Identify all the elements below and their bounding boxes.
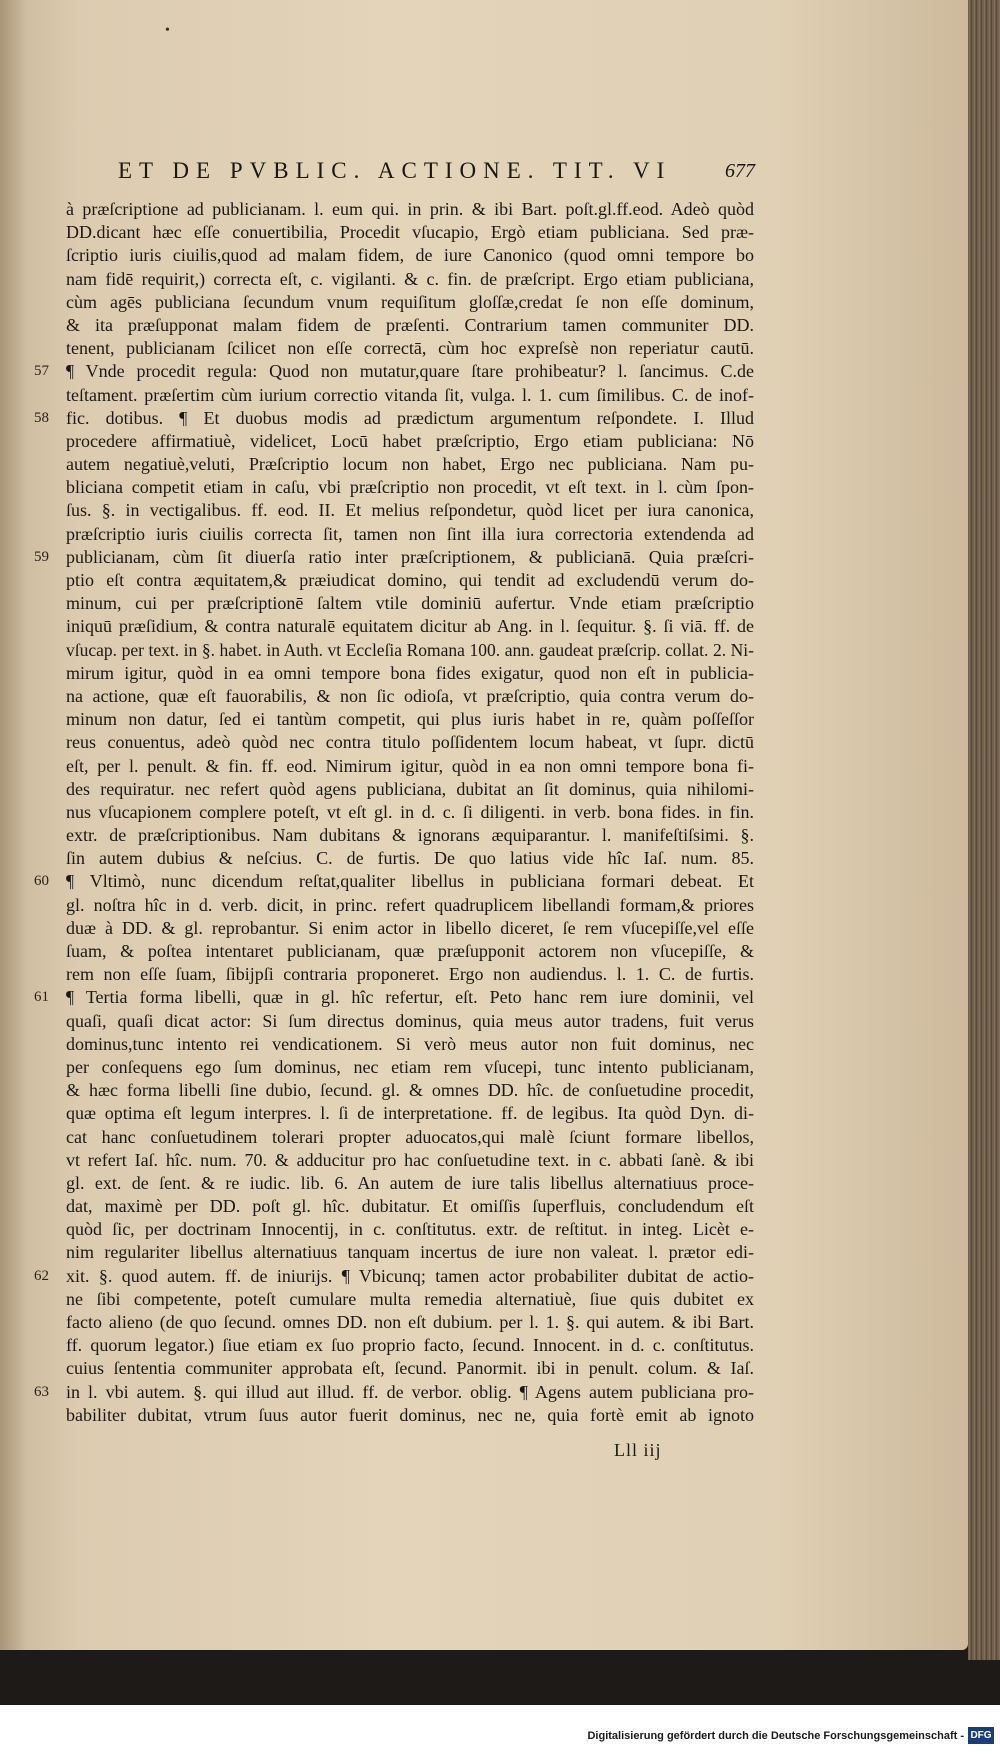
line-text: minum non datur, ſed ei tantùm competit, qui plus iuris habet in re, quàm poſſeſſor (66, 709, 754, 730)
line-text: & hæc forma libelli ſine dubio, ſecund. gl. & omnes DD. hîc. de conſuetudine procedit, (66, 1080, 754, 1101)
text-line (34, 291, 754, 314)
text-line (34, 546, 754, 569)
text-line (34, 1334, 754, 1357)
line-text: xit. §. quod autem. ff. de iniurijs. ¶ Vbicunq; tamen actor probabiliter dubitat de actio- (66, 1265, 754, 1286)
text-line (34, 244, 754, 267)
text-line (34, 778, 754, 801)
line-text: autem negatiuè,veluti, Præſcriptio locum non habet, Ergo nec publiciana. Nam pu- (66, 454, 754, 475)
text-line (34, 1033, 754, 1056)
text-line (34, 662, 754, 685)
marginal-number: 63 (34, 1383, 49, 1400)
line-text: vſucap. per text. in §. habet. in Auth. vt Eccleſia Romana 100. ann. gaudeat præſcrip. collat. 2. Ni- (66, 639, 754, 660)
text-line (34, 523, 754, 546)
text-line (34, 986, 754, 1009)
text-line (34, 476, 754, 499)
text-line (34, 1126, 754, 1149)
text-line (34, 894, 754, 917)
line-text: gl. ext. de ſent. & re iudic. lib. 6. An autem de iure talis libellus alternatiuus proce- (66, 1172, 754, 1193)
line-text: & ita præſupponat malam fidem de præſenti. Contrarium tamen communiter DD. (66, 314, 754, 335)
line-text: iniquū præſidium, & contra naturalē equitatem dicitur ab Ang. in l. ſequitur. §. ſi viā. ff. de (66, 616, 754, 637)
text-line (34, 499, 754, 522)
line-text: eſt, per l. penult. & fin. ff. eod. Nimirum igitur, quòd in ea non omni tempore bona fi- (66, 755, 754, 776)
text-line (34, 268, 754, 291)
text-line (34, 592, 754, 615)
line-text: cuius ſententia communiter approbata eſt, ſecund. Panormit. ibi in penult. colum. & Iaſ. (66, 1358, 754, 1379)
text-line (34, 1357, 754, 1380)
line-text: cat hanc conſuetudinem tolerari propter aduocatos,qui malè ſciunt formare libellos, (66, 1126, 754, 1147)
text-line (34, 801, 754, 824)
text-line (34, 453, 754, 476)
text-line (34, 384, 754, 407)
text-line (34, 615, 754, 638)
text-line (34, 1241, 754, 1264)
text-line (34, 1404, 754, 1427)
line-text: ¶ Vltimò, nunc dicendum reſtat,qualiter libellus in publiciana formari debeat. Et (66, 871, 754, 892)
marginal-number: 60 (34, 873, 49, 890)
line-text: des requiratur. nec refert quòd agens publiciana, dubitat an ſit dominus, quia nihilomi- (66, 778, 754, 799)
marginal-number: 61 (34, 989, 49, 1006)
text-line (34, 337, 754, 360)
line-text: ¶ Tertia forma libelli, quæ in gl. hîc refertur, eſt. Peto hanc rem iure dominii, vel (66, 987, 754, 1008)
text-line (34, 1172, 754, 1195)
line-text: ſin autem dubius & neſcius. C. de furtis. De quo latius vide hîc Iaſ. num. 85. (66, 848, 754, 869)
line-text: quæ optima eſt legum interpres. l. ſi de interpretatione. ff. de legibus. Ita quòd Dyn. di- (66, 1103, 754, 1124)
text-line (34, 731, 754, 754)
line-text: quòd ſic, per doctrinam Innocentij, in c. conſtitutus. extr. de reſtitut. in integ. Licèt e- (66, 1219, 754, 1240)
text-line (34, 360, 754, 383)
line-text: ptio eſt contra æquitatem,& præiudicat domino, qui tendit ad excludendū verum do- (66, 570, 754, 590)
line-text: minum, cui per præſcriptionē ſaltem vtile dominiū aufertur. Vnde etiam præſcriptio (66, 593, 754, 614)
text-line (34, 1010, 754, 1033)
signature-mark: Lll iij (614, 1440, 662, 1460)
text-line (34, 1195, 754, 1218)
line-text: dat, maximè per DD. poſt gl. hîc. dubitatur. Et omiſſis ſuperfluis, concludendum eſt (66, 1196, 754, 1217)
line-text: vt refert Iaſ. hîc. num. 70. & adducitur pro hac conſuetudine text. in c. abbati ſanè. & ibi (66, 1149, 754, 1170)
footer-credit: Digitalisierung gefördert durch die Deutsche Forschungsgemeinschaft - (587, 1730, 964, 1742)
text-line (34, 221, 754, 244)
text-line (34, 755, 754, 778)
text-line (34, 1056, 754, 1079)
line-text: mirum igitur, quòd in ea omni tempore bona fides exigatur, quod non eſt in publicia- (66, 662, 754, 683)
text-line (34, 639, 754, 662)
line-text: ſcriptio iuris ciuilis,quod ad malam fidem, de iure Canonico (quod omni tempore bo (66, 245, 754, 266)
text-line (34, 569, 754, 592)
line-text: præſcriptio iuris ciuilis correcta ſit, tamen non ſint illa iura correctoria extendenda ad (66, 523, 754, 544)
text-line (34, 963, 754, 986)
line-text: gl. noſtra hîc in d. verb. dicit, in princ. refert quadruplicem libellandi formam,& priores (66, 894, 754, 915)
page-gutter-shadow (0, 0, 26, 1650)
line-text: dominus,tunc intento rei vendicationem. Si verò meus autor non fuit dominus, nec (66, 1033, 754, 1054)
line-text: per conſequens ego ſum dominus, nec etiam rem vſucepi, tunc intento publicianam, (66, 1056, 754, 1077)
line-text: ¶ Vnde procedit regula: Quod non mutatur,quare ſtare prohibeatur? l. ſancimus. C.de (66, 361, 754, 382)
text-line (34, 940, 754, 963)
text-line (34, 1311, 754, 1334)
page-edges (968, 0, 1000, 1660)
line-text: ff. quorum legator.) ſiue etiam ex ſuo proprio facto, ſecund. Innocent. in d. c. conſtitutus. (66, 1335, 754, 1356)
text-line (34, 1288, 754, 1311)
line-text: nim regulariter libellus alternatiuus tanquam incertus de iure non valeat. l. prætor edi- (66, 1242, 754, 1263)
text-line (34, 1381, 754, 1404)
running-header: ET DE PVBLIC. ACTIONE. TIT. VI (118, 158, 672, 183)
text-line (34, 847, 754, 870)
line-text: bliciana competit etiam in caſu, vbi præſcriptio non procedit, vt eſt text. in l. cùm ſpon- (66, 477, 754, 498)
line-text: publicianam, cùm ſit diuerſa ratio inter præſcriptionem, & publicianā. Quia præſcri- (66, 546, 754, 567)
text-line (34, 685, 754, 708)
marginal-number: 58 (34, 409, 49, 426)
marginal-number: 57 (34, 363, 49, 380)
text-line (34, 824, 754, 847)
text-line (34, 430, 754, 453)
line-text: fic. dotibus. ¶ Et duobus modis ad prædictum argumentum reſpondete. I. Illud (66, 407, 754, 428)
text-line (34, 1079, 754, 1102)
dfg-logo: DFG (968, 1727, 994, 1744)
line-text: extr. de præſcriptionibus. Nam dubitans & ignorans æquiparantur. l. manifeſtiſsimi. §. (66, 825, 754, 846)
text-line (34, 198, 754, 221)
text-line (34, 1102, 754, 1125)
line-text: tenent, publicianam ſcilicet non eſſe correctā, cùm hoc expreſsè non reperiatur cautū. (66, 338, 754, 359)
line-text: rem non eſſe ſuam, ſibijpſi contraria proponeret. Ergo non audiendus. l. 1. C. de furtis. (66, 964, 754, 985)
text-line (34, 1265, 754, 1288)
line-text: procedere affirmatiuè, videlicet, Locū habet præſcriptio, Ergo etiam publiciana: Nō (66, 430, 754, 451)
line-text: DD.dicant hæc eſſe conuertibilia, Procedit vſucapio, Ergò etiam publiciana. Sed præ- (66, 222, 754, 243)
line-text: ſuam, & poſtea intentaret publicianam, quæ præſupponit actorem non vſucepiſſe, & (66, 941, 754, 961)
line-text: nus vſucapionem complere poteſt, vt eſt gl. in d. c. ſi diligenti. in verb. bona fides. in fin. (66, 801, 754, 822)
line-text: reus conuentus, adeò quòd nec contra titulo poſſidentem locum habeat, vt ſupr. dictū (66, 732, 754, 753)
ink-mark-icon: • (165, 23, 170, 38)
line-text: teſtament. præſertim cùm iurium correctio vitanda ſit, vulga. l. 1. cum ſimilibus. C. de inof- (66, 384, 754, 405)
line-text: quaſi, quaſi dicat actor: Si ſum directus dominus, quia meus autor tradens, fuit verus (66, 1010, 754, 1031)
body-text (34, 198, 754, 1427)
line-text: ne ſibi competente, poteſt cumulare multa remedia alternatiuè, ſiue quis dubitet ex (66, 1288, 754, 1309)
line-text: in l. vbi autem. §. qui illud aut illud. ff. de verbor. oblig. ¶ Agens autem publiciana pro- (66, 1381, 754, 1402)
line-text: duæ à DD. & gl. reprobantur. Si enim actor in libello diceret, ſe rem vſucepiſſe,vel eſſe (66, 917, 754, 938)
line-text: facto alieno (de quo ſecund. omnes DD. non eſt dubium. per l. 1. §. qui autem. & ibi Bart. (66, 1312, 754, 1332)
line-text: babiliter dubitat, vtrum ſuus autor fuerit dominus, nec ne, quia fortè emit ab ignoto (66, 1404, 754, 1425)
text-line (34, 917, 754, 940)
line-text: na actione, quæ eſt fauorabilis, & non ſic odioſa, vt præſcriptio, quia contra verum do- (66, 685, 754, 706)
text-line (34, 708, 754, 731)
text-line (34, 1218, 754, 1241)
page-number: 677 (725, 160, 755, 182)
text-line (34, 407, 754, 430)
marginal-number: 62 (34, 1267, 49, 1284)
line-text: à præſcriptione ad publicianam. l. eum qui. in prin. & ibi Bart. poſt.gl.ff.eod. Adeò quòd (66, 199, 754, 219)
text-line (34, 314, 754, 337)
text-line (34, 1149, 754, 1172)
text-line (34, 870, 754, 893)
line-text: cùm agēs publiciana ſecundum vnum requiſitum gloſſæ,credat ſe non eſſe dominum, (66, 291, 754, 312)
line-text: ſus. §. in vectigalibus. ff. eod. II. Et melius reſpondetur, quòd licet per iura canonica, (66, 500, 754, 521)
line-text: nam fidē requirit,) correcta eſt, c. vigilanti. & c. fin. de præſcript. Ergo etiam publiciana, (66, 268, 754, 289)
marginal-number: 59 (34, 548, 49, 565)
